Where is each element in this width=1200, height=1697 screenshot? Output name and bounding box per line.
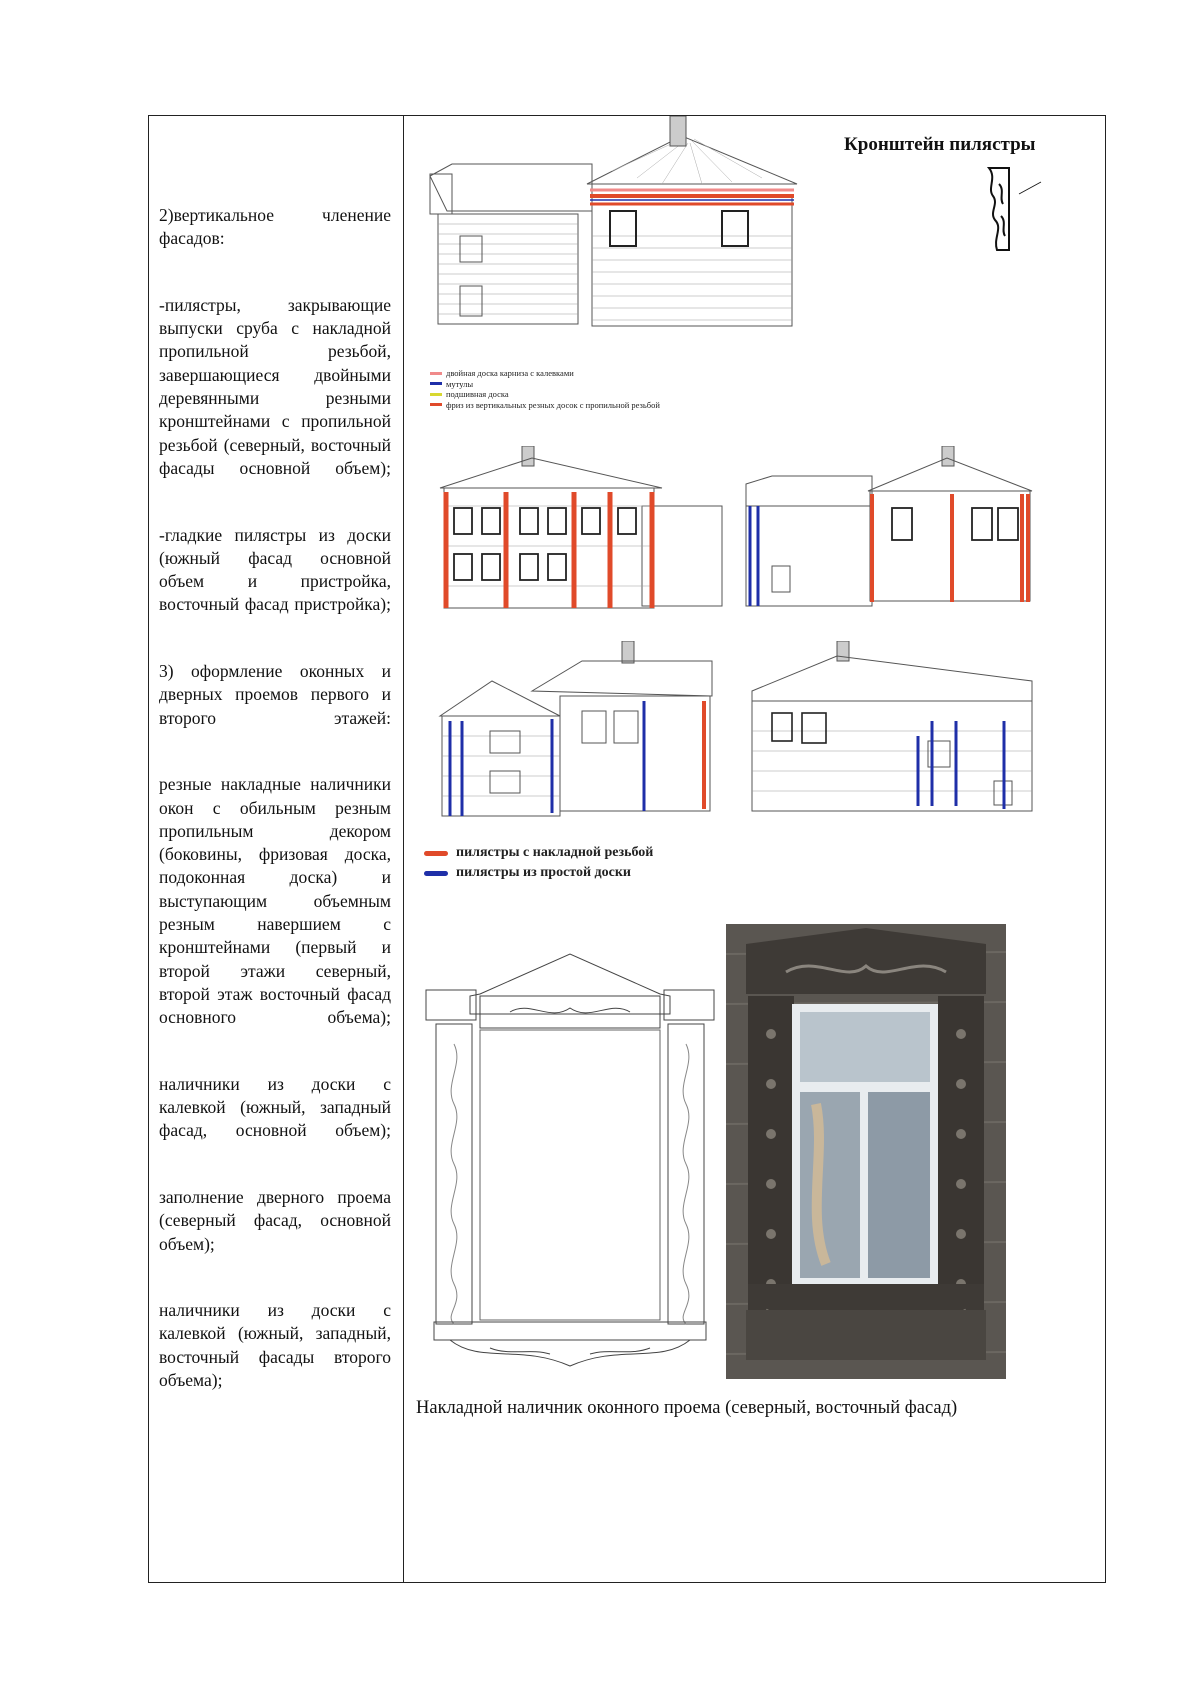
paragraph-board-frames-second: наличники из доски с калевкой (южный, западный, восточный фасады второго объема); [159,1300,391,1391]
east-facade-drawing [742,446,1042,616]
south-facade-drawing [432,446,732,616]
west-facade-drawing [432,641,732,821]
legend-label: фриз из вертикальных резных досок с пропильной резьбой [446,399,660,410]
top-legend [430,368,660,410]
legend-label: двойная доска карниза с калевками [446,368,574,378]
window-frame-drawing [420,934,720,1374]
north-facade-drawing [422,116,812,356]
figure-caption: Накладной наличник оконного проема (северный, восточный фасад) [416,1398,958,1418]
legend-item [430,389,660,400]
paragraph-smooth-pilasters: -гладкие пилястры из доски (южный фасад основной объем и пристройка, восточный фасад пристройка); [159,524,391,615]
legend-swatch [430,393,442,396]
legend-item [424,843,653,863]
document-table [148,115,1106,1583]
bracket-title: Кронштейн пилястры [844,134,1036,155]
legend-swatch [424,851,448,856]
pilaster-bracket-drawing [979,164,1049,254]
paragraph-vertical-division: 2)вертикальное членение фасадов: [159,205,391,249]
paragraph-carved-pilasters: -пилястры, закрывающие выпуски сруба с накладной пропильной резьбой, завершающиеся двойными деревянными резными кронштейнами с пропильной резьбой (северный, восточный фасады основной объем); [159,294,391,478]
legend-label: мутулы [446,378,474,389]
paragraph-openings: 3) оформление оконных и дверных проемов первого и второго этажей: [159,661,391,728]
courtyard-facade-drawing [742,641,1042,821]
window-frame-photo [726,924,1006,1379]
legend-label: пилястры из простой доски [456,865,631,880]
right-column [404,116,1105,1582]
paragraph-door-filling: заполнение дверного проема (северный фасад, основной объем); [159,1186,391,1254]
paragraph-carved-window-frames: резные накладные наличники окон с обильным резным пропильным декором (боковины, фризовая доска, подоконная доска) и выступающим объемным резным навершием с кронштейнами (первый и второй этажи северный, второй этаж восточный фасад основного объема); [159,774,391,1028]
legend-swatch [430,382,442,385]
legend-label: подшивная доска [446,389,509,399]
legend-swatch [430,403,442,406]
legend-item [424,863,653,883]
legend-swatch [430,372,442,375]
legend-label: пилястры с накладной резьбой [456,845,654,860]
legend-item [430,400,660,411]
pilaster-legend [424,843,653,883]
legend-item [430,379,660,390]
legend-item [430,368,660,379]
legend-swatch [424,871,448,876]
paragraph-board-frames-main: наличники из доски с калевкой (южный, западный фасад, основной объем); [159,1073,391,1141]
left-column [159,204,391,1436]
